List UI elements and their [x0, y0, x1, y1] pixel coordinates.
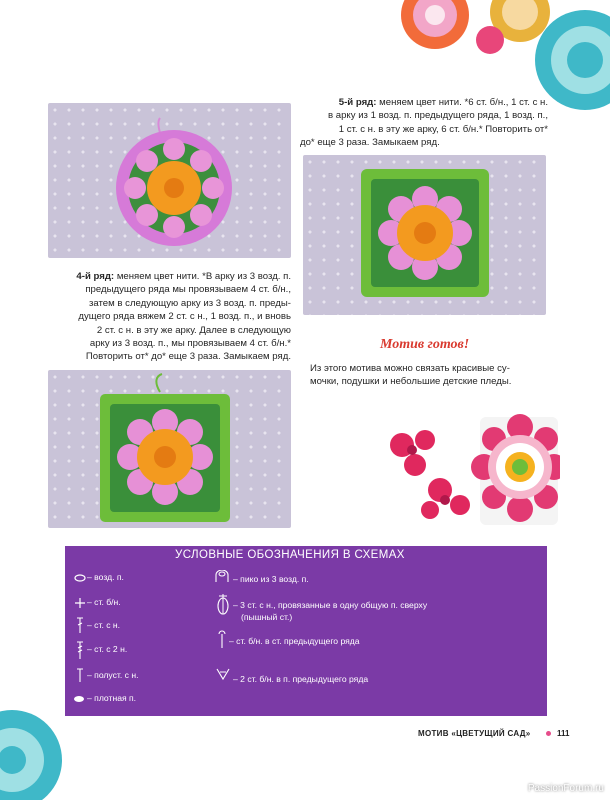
motif-ready-line: мочки, подушки и небольшие детские пледы. [310, 376, 512, 388]
square-motif-row4-illustration [48, 370, 291, 528]
legend-item-label: – плотная п. [87, 693, 137, 703]
back-loop-symbol-icon [215, 630, 229, 652]
row4-line: Повторить от* до* еще 3 раза. Замыкаем ряд. [85, 351, 291, 363]
row4-line: 2 ст. с н. в эту же арку. Далее в следующую [96, 324, 291, 336]
legend-item-label: – полуст. с н. [87, 670, 139, 680]
motif-ready-line: Из этого мотива можно связать красивые су- [310, 363, 510, 374]
row5-line: в арку из 1 возд. п. предыдущего ряда, 1 возд. п., [328, 110, 548, 122]
legend-title: УСЛОВНЫЕ ОБОЗНАЧЕНИЯ В СХЕМАХ [175, 549, 405, 561]
footer-title: МОТИВ «ЦВЕТУЩИЙ САД» [418, 729, 531, 738]
motif-ready-text [310, 362, 550, 389]
row4-line: затем в следующую арку из 3 возд. п. преды- [88, 297, 291, 309]
round-motif-illustration [48, 103, 291, 258]
picot-symbol-icon [213, 570, 231, 584]
watermark: PassionForum.ru [527, 783, 604, 794]
finished-flowers-photo [380, 405, 560, 535]
legend-item-label: (пышный ст.) [241, 612, 293, 622]
photo-square-motif-row4 [48, 370, 291, 528]
half-double-crochet-symbol-icon [74, 667, 86, 683]
legend-item-label: – 2 ст. б/н. в п. предыдущего ряда [233, 674, 369, 684]
chain-stitch-symbol-icon [73, 573, 87, 583]
row5-label: 5-й ряд: [338, 97, 377, 108]
row5-line: 1 ст. с н. в эту же арку, 6 ст. б/н.* Повторить от* [338, 123, 548, 135]
square-motif-row5-illustration [303, 155, 546, 315]
photo-round-motif [48, 103, 291, 258]
legend-item-label: – ст. с н. [87, 620, 121, 630]
treble-crochet-symbol-icon [74, 640, 86, 660]
row4-line: меняем цвет нити. *В арку из 3 возд. п. [116, 271, 291, 282]
legend-item-label: – пико из 3 возд. п. [233, 574, 309, 584]
page-number: 111 [557, 729, 570, 738]
row4-line: арку из 3 возд. п., мы провязываем 4 ст. б/н.* [89, 338, 291, 350]
row4-line: дущего ряда вяжем 2 ст. с н., 1 возд. п., и вновь [78, 311, 291, 323]
legend-item-label: – ст. б/н. в ст. предыдущего ряда [229, 636, 360, 646]
corner-crochet-decoration-bottom [0, 700, 70, 800]
legend-panel [65, 546, 547, 716]
row5-instructions [300, 96, 548, 150]
corner-crochet-decoration-top [395, 0, 610, 110]
single-crochet-symbol-icon [73, 596, 87, 610]
row5-line: до* еще 3 раза. Замыкаем ряд. [300, 137, 440, 149]
row4-label: 4-й ряд: [76, 271, 115, 282]
legend-item-label: – 3 ст. с н., провязанные в одну общую п. сверху [233, 600, 428, 610]
motif-ready-title: Мотив готов! [380, 337, 470, 352]
row4-line: предыдущего ряда мы провязываем 4 ст. б/н., [85, 284, 291, 296]
legend-item-label: – возд. п. [87, 572, 124, 582]
footer-separator-dot [546, 731, 551, 736]
puff-stitch-symbol-icon [215, 592, 231, 616]
row4-instructions [48, 270, 291, 364]
increase-symbol-icon [215, 666, 231, 682]
slip-stitch-symbol-icon [72, 694, 86, 704]
double-crochet-symbol-icon [74, 616, 86, 634]
photo-square-motif-row5 [303, 155, 546, 315]
row5-line: меняем цвет нити. *6 ст. б/н., 1 ст. с н. [379, 97, 548, 108]
legend-item-label: – ст. б/н. [87, 597, 121, 607]
legend-item-label: – ст. с 2 н. [87, 644, 128, 654]
